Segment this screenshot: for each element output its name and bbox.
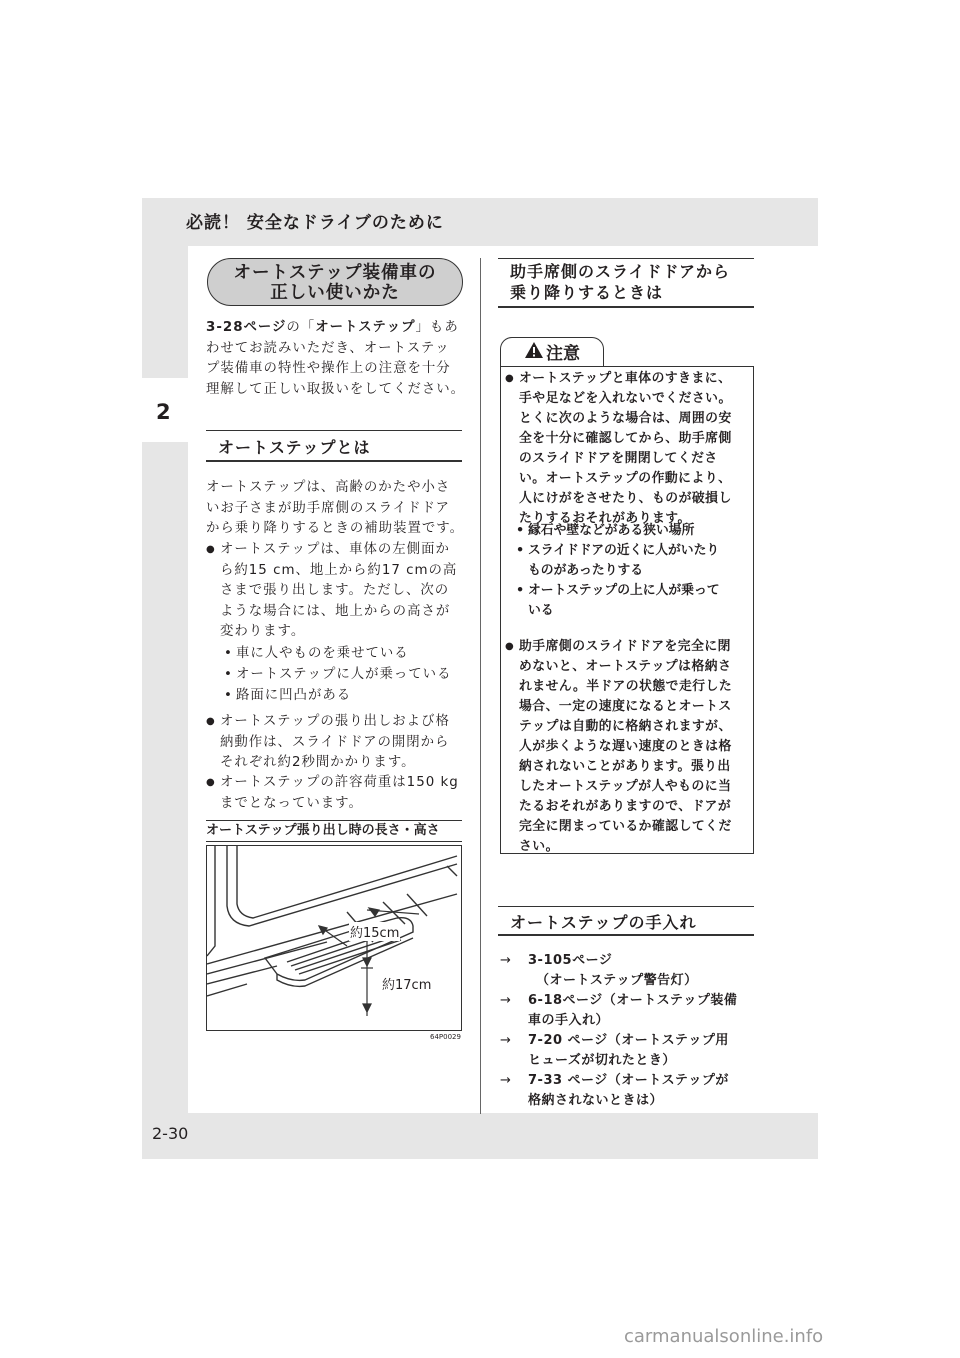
warning-icon	[524, 341, 544, 359]
body-paragraph	[206, 478, 468, 540]
caution-sub-line: • オートステップの上に人が乗って	[528, 583, 720, 598]
caution-line: れません。半ドアの状態で走行した	[519, 679, 733, 694]
caution-sub: • 縁石や壁などがある狭い場所	[516, 521, 694, 541]
caution-line: テップは自動的に格納されますが、	[519, 719, 732, 734]
caution-sub	[516, 581, 720, 621]
reference-line: ヒューズが切れたとき）	[528, 1053, 676, 1068]
section-heading-maintenance	[498, 906, 754, 936]
intro-ref: 3-28ページ	[206, 320, 287, 335]
reference-link[interactable]	[500, 991, 738, 1031]
intro-line: 理解して正しい取扱いをしてください。	[206, 381, 466, 397]
bullet-item	[206, 540, 476, 643]
pill-title	[207, 258, 463, 306]
caution-line: 納されないことがあります。張り出	[519, 759, 731, 774]
caution-line: さい。	[519, 839, 559, 854]
section-title: オートステップの手入れ	[510, 913, 697, 932]
caution-sub-line: • スライドドアの近くに人がいたり	[528, 543, 720, 558]
caution-line: 完全に閉まっているか確認してくだ	[519, 819, 732, 834]
sub-item: • 車に人やものを乗せている	[224, 644, 409, 665]
intro-line: わせてお読みいただき、オートステッ	[206, 340, 450, 356]
section-heading-autostep	[206, 430, 462, 462]
caution-bullet	[505, 369, 764, 529]
intro-line: プ装備車の特性や操作上の注意を十分	[206, 361, 451, 377]
arrow-icon: →	[500, 1073, 512, 1088]
chapter-number: 2	[156, 400, 171, 424]
arrow-icon: →	[500, 953, 512, 968]
bullet-line: ● オートステップの張り出しおよび格	[220, 714, 450, 729]
reference-line: 7-33 ページ（オートステップが	[528, 1073, 729, 1088]
figure-illustration	[206, 845, 462, 1031]
intro-text: の「	[286, 320, 316, 335]
intro-bold: オートステップ	[315, 320, 416, 335]
header-title: 必読！ 安全なドライブのために	[186, 213, 444, 233]
bullet-line: ● オートステップの許容荷重は150 kg	[220, 775, 459, 790]
height-label: 約17cm	[381, 974, 432, 993]
bullet-line: 変わります。	[220, 624, 306, 640]
page-number: 2-30	[152, 1124, 189, 1143]
section-title-line: 助手席側のスライドドアから	[510, 262, 731, 281]
figure-title: オートステップ張り出し時の長さ・高さ	[206, 820, 462, 842]
reference-line: 3-105ページ	[528, 953, 613, 968]
caution-line: 人にけがをさせたり、ものが破損し	[519, 491, 732, 506]
width-label: 約15cm	[349, 922, 400, 941]
caution-line: ● 助手席側のスライドドアを完全に閉	[519, 639, 731, 654]
step-illustration	[207, 846, 462, 1031]
section-heading-sliding-door	[498, 258, 754, 308]
bullet-line: ら約15 cm、地上から約17 cmの高	[220, 562, 458, 578]
caution-sub-line: ものがあったりする	[528, 563, 644, 578]
sub-item: • オートステップに人が乗っている	[224, 665, 451, 686]
arrow-icon: →	[500, 1033, 512, 1048]
column-divider	[480, 258, 481, 1114]
reference-line: 7-20 ページ（オートステップ用	[528, 1033, 729, 1048]
section-title-line: 乗り降りするときは	[510, 283, 664, 302]
bullet-item	[206, 773, 476, 814]
bullet-line: 納動作は、スライドドアの開閉から	[220, 734, 450, 750]
reference-link[interactable]	[500, 1071, 729, 1111]
reference-line: 格納されないときは）	[528, 1093, 664, 1108]
caution-line: ● オートステップと車体のすきまに、	[519, 371, 732, 386]
section-title	[510, 261, 730, 303]
section-title: オートステップとは	[218, 438, 371, 457]
caution-line: めないと、オートステップは格納さ	[519, 659, 732, 674]
intro-text: 」もあ	[415, 320, 459, 335]
figure-code: 64P0029	[430, 1033, 461, 1041]
caution-line: い。オートステップの作動により、	[519, 471, 732, 486]
caution-label: 注意	[546, 344, 580, 364]
caution-line: 全を十分に確認してから、助手席側	[519, 431, 732, 446]
arrow-icon: →	[500, 993, 512, 1008]
caution-line: たるおそれがありますので、ドアが	[519, 799, 732, 814]
intro-paragraph	[206, 318, 468, 400]
pill-title-line2: 正しい使いかた	[270, 283, 400, 303]
bullet-line: ● オートステップは、車体の左側面か	[220, 542, 450, 557]
bullet-line: ような場合には、地上からの高さが	[220, 603, 451, 619]
body-line: いお子さまが助手席側のスライドドア	[206, 500, 450, 516]
caution-sub	[516, 541, 719, 581]
caution-line: 場合、一定の速度になるとオートス	[519, 699, 732, 714]
caution-sub-line: いる	[528, 603, 554, 618]
caution-line: 手や足などを入れないでください。	[519, 391, 732, 406]
sub-item: • 路面に凹凸がある	[224, 686, 351, 707]
caution-line: したオートステップが人やものに当	[519, 779, 732, 794]
caution-line: 人が歩くような遅い速度のときは格	[519, 739, 732, 754]
bullet-item	[206, 712, 476, 774]
reference-link[interactable]	[500, 951, 698, 991]
caution-bullet	[505, 637, 764, 857]
pill-title-line1: オートステップ装備車の	[233, 263, 437, 283]
bullet-line: それぞれ約2秒間かかります。	[220, 755, 416, 771]
caution-line: のスライドドアを開閉してくださ	[519, 451, 718, 466]
reference-link[interactable]	[500, 1031, 729, 1071]
caution-line: とくに次のような場合は、周囲の安	[519, 411, 732, 426]
body-line: オートステップは、高齢のかたや小さ	[206, 480, 451, 495]
watermark: carmanualsonline.info	[624, 1326, 824, 1347]
caution-line: たりするおそれがあります。	[519, 511, 691, 526]
body-line: から乗り降りするときの補助装置です。	[206, 521, 464, 537]
reference-line: 6-18ページ（オートステップ装備	[528, 993, 738, 1008]
reference-line: （オートステップ警告灯）	[536, 973, 698, 988]
bullet-line: さまで張り出します。ただし、次の	[220, 583, 450, 599]
reference-line: 車の手入れ）	[528, 1013, 610, 1028]
bullet-line: までとなっています。	[220, 795, 363, 811]
